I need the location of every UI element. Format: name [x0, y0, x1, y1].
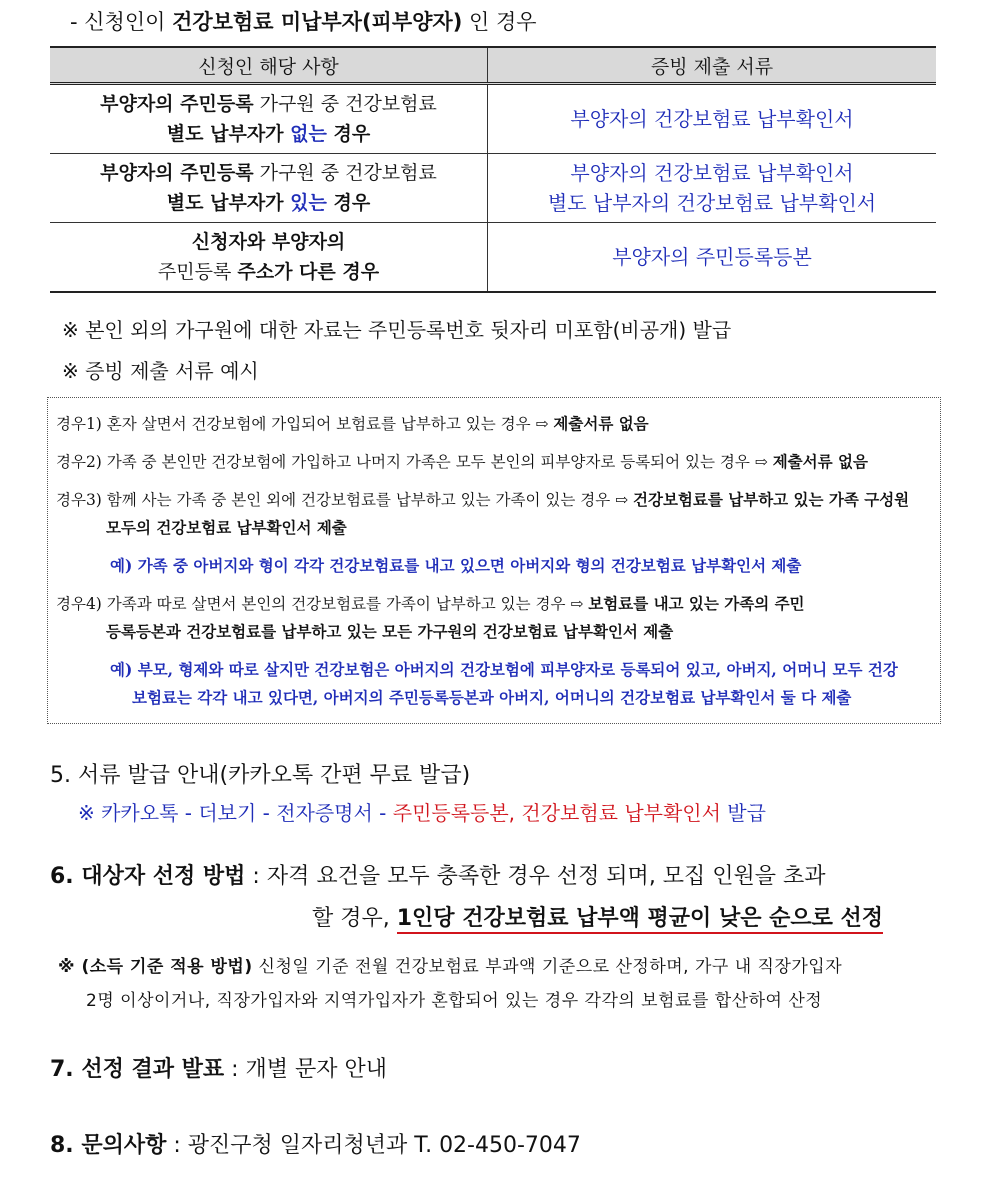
case-text: 경우1) 혼자 살면서 건강보험에 가입되어 보험료를 납부하고 있는 경우 ⇨ [56, 415, 554, 433]
condition-bold: 부양자의 주민등록 [100, 93, 254, 115]
requirement-table [50, 46, 936, 293]
document-line: 부양자의 건강보험료 납부확인서 [570, 107, 854, 131]
condition-highlight: 없는 [283, 123, 327, 145]
top-heading-suffix: 인 경우 [462, 10, 537, 34]
section-7-title: 7. 선정 결과 발표 [50, 1057, 225, 1082]
section-6-note-bold: ※ (소득 기준 적용 방법) [58, 957, 253, 977]
case-3 [56, 488, 909, 510]
condition-bold: 부양자의 주민등록 [100, 162, 254, 184]
top-heading-bold: 건강보험료 미납부자(피부양자) [172, 10, 463, 34]
case-result: 건강보험료를 납부하고 있는 가족 구성원 [633, 490, 910, 509]
section-7-line [50, 1052, 387, 1083]
case-result: 제출서류 없음 [772, 452, 868, 471]
table-header-left: 신청인 해당 사항 [50, 47, 488, 84]
condition-bold: 경우 [326, 192, 371, 214]
case-text: 경우2) 가족 중 본인만 건강보험에 가입하고 나머지 가족은 모두 본인의 피부양자로 등록되어 있는 경우 ⇨ [56, 453, 773, 471]
note-privacy: ※ 본인 외의 가구원에 대한 자료는 주민등록번호 뒷자리 미포함(비공개) 발급 [62, 318, 732, 342]
condition-bold: 별도 납부자가 [166, 192, 284, 214]
section-8-line [50, 1128, 581, 1159]
section-6-line1 [50, 859, 826, 890]
case-result: 보험료를 내고 있는 가족의 주민 [588, 594, 805, 613]
section-6-desc: : 자격 요건을 모두 충족한 경우 선정 되며, 모집 인원을 초과 [245, 864, 826, 889]
example-box [47, 397, 941, 724]
condition-bold: 신청자와 부양자의 [191, 231, 346, 253]
section-6-note-rest: 신청일 기준 전월 건강보험료 부과액 기준으로 산정하며, 가구 내 직장가입자 [252, 957, 843, 977]
condition-bold: 별도 납부자가 [166, 123, 284, 145]
document-line: 별도 납부자의 건강보험료 납부확인서 [547, 191, 877, 215]
table-cell-document [488, 154, 937, 223]
section-6-line2 [312, 901, 883, 932]
condition-rest: 가구원 중 건강보험료 [253, 93, 437, 115]
table-cell-document [488, 84, 937, 154]
condition-highlight: 있는 [283, 192, 327, 214]
path-end: 발급 [720, 801, 766, 825]
document-line: 부양자의 건강보험료 납부확인서 [570, 161, 854, 185]
table-cell-condition [50, 223, 488, 293]
path-blue: ※ 카카오톡 - 더보기 - 전자증명서 - [78, 801, 393, 825]
section-6-line2-bold: 1인당 건강보험료 납부액 평균이 낮은 순으로 선정 [397, 906, 883, 934]
case-2 [56, 450, 868, 472]
case-4-example-continued: 보험료는 각각 내고 있다면, 아버지의 주민등록등본과 아버지, 어머니의 건강보험료 납부확인서 둘 다 제출 [132, 688, 852, 707]
table-cell-condition [50, 154, 488, 223]
case-text: 경우4) 가족과 따로 살면서 본인의 건강보험료를 가족이 납부하고 있는 경우 ⇨ [56, 595, 589, 613]
table-header-row [50, 47, 936, 84]
table-row [50, 84, 936, 154]
case-4-continued: 등록등본과 건강보험료를 납부하고 있는 모든 가구원의 건강보험료 납부확인서 제출 [106, 622, 674, 641]
section-5-path [78, 797, 766, 826]
section-6-title: 6. 대상자 선정 방법 [50, 864, 246, 889]
case-3-example: 예) 가족 중 아버지와 형이 각각 건강보험료를 내고 있으면 아버지와 형의 건강보험료 납부확인서 제출 [110, 556, 802, 575]
case-result: 제출서류 없음 [553, 414, 649, 433]
condition-rest: 가구원 중 건강보험료 [253, 162, 437, 184]
case-4 [56, 592, 805, 614]
section-6-note [58, 952, 842, 977]
condition-bold: 주소가 다른 경우 [237, 261, 380, 283]
document-line: 부양자의 주민등록등본 [612, 245, 812, 269]
section-8-title: 8. 문의사항 [50, 1133, 167, 1158]
case-4-example: 예) 부모, 형제와 따로 살지만 건강보험은 아버지의 건강보험에 피부양자로 등록되어 있고, 아버지, 어머니 모두 건강 [110, 660, 898, 679]
table-row [50, 154, 936, 223]
table-header-right: 증빙 제출 서류 [488, 47, 937, 84]
condition-bold: 경우 [326, 123, 371, 145]
condition-rest: 주민등록 [157, 261, 238, 283]
section-7-desc: : 개별 문자 안내 [224, 1057, 388, 1082]
note-examples-heading: ※ 증빙 제출 서류 예시 [62, 359, 259, 383]
section-8-desc: : 광진구청 일자리청년과 T. 02-450-7047 [166, 1133, 581, 1158]
case-1 [56, 412, 649, 434]
section-6-note-continued: 2명 이상이거나, 직장가입자와 지역가입자가 혼합되어 있는 경우 각각의 보험료를 합산하여 산정 [86, 991, 823, 1011]
path-red: 주민등록등본, 건강보험료 납부확인서 [392, 801, 721, 825]
case-text: 경우3) 함께 사는 가족 중 본인 외에 건강보험료를 납부하고 있는 가족이 있는 경우 ⇨ [56, 491, 634, 509]
table-cell-condition [50, 84, 488, 154]
table-cell-document [488, 223, 937, 293]
section-6-line2-plain: 할 경우, [312, 906, 397, 931]
top-heading-prefix: - 신청인이 [70, 10, 173, 34]
section-5-title: 5. 서류 발급 안내(카카오톡 간편 무료 발급) [50, 763, 471, 788]
top-heading [70, 6, 537, 36]
table-row [50, 223, 936, 293]
case-3-continued: 모두의 건강보험료 납부확인서 제출 [106, 518, 347, 537]
